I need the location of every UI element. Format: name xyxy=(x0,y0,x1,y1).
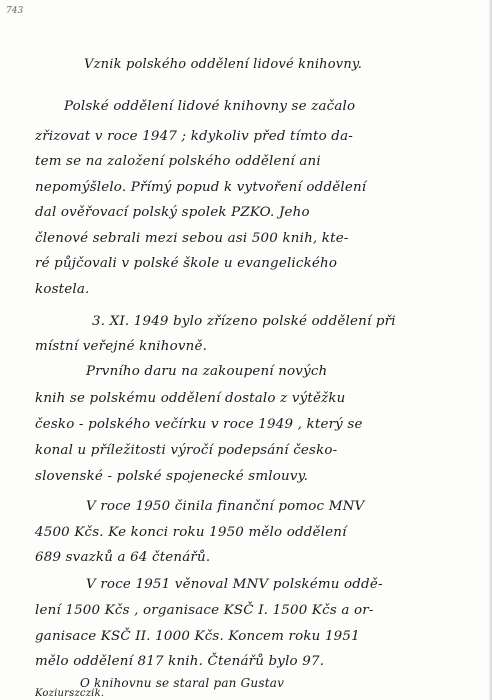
text-line: dal ověřovací polský spolek PZKO. Jeho xyxy=(35,205,310,220)
text-line: knih se polskému oddělení dostalo z výtěžku xyxy=(35,391,346,406)
text-line: Prvního daru na zakoupení nových xyxy=(86,364,328,379)
text-line: Koziurszczik. xyxy=(35,688,105,699)
text-line: ré půjčovali v polské škole u evangelického xyxy=(35,256,338,271)
text-line: kostela. xyxy=(35,282,90,297)
text-line: česko - polského večírku v roce 1949 , který se xyxy=(35,417,363,432)
text-line: mělo oddělení 817 knih. Čtenářů bylo 97. xyxy=(35,654,325,669)
text-line: 3. XI. 1949 bylo zřízeno polské oddělení při xyxy=(92,314,396,329)
text-line: nepomýšlelo. Přímý popud k vytvoření oddělení xyxy=(35,180,367,195)
text-line: slovenské - polské spojenecké smlouvy. xyxy=(35,469,309,484)
text-line: konal u příležitosti výročí podepsání česko- xyxy=(35,443,338,458)
page-number: 743 xyxy=(6,6,24,16)
text-line: V roce 1951 věnoval MNV polskému oddě- xyxy=(86,577,383,592)
text-line: 689 svazků a 64 čtenářů. xyxy=(35,550,211,565)
text-line: zřizovat v roce 1947 ; kdykoliv před tímto da- xyxy=(35,129,353,144)
text-line: ganisace KSČ II. 1000 Kčs. Koncem roku 1951 xyxy=(35,629,360,644)
text-line: V roce 1950 činila finanční pomoc MNV xyxy=(86,499,365,514)
text-line: lení 1500 Kčs , organisace KSČ I. 1500 Kčs a or- xyxy=(35,603,374,618)
document-title: Vznik polského oddělení lidové knihovny. xyxy=(84,57,363,72)
text-line: O knihovnu se staral pan Gustav xyxy=(80,676,285,690)
text-line: tem se na založení polského oddělení ani xyxy=(35,154,321,169)
text-line: členové sebrali mezi sebou asi 500 knih, kte- xyxy=(35,231,349,246)
text-line: 4500 Kčs. Ke konci roku 1950 mělo oddělení xyxy=(35,525,347,540)
text-line: Polské oddělení lidové knihovny se začalo xyxy=(64,99,356,114)
text-line: místní veřejné knihovně. xyxy=(35,339,208,354)
